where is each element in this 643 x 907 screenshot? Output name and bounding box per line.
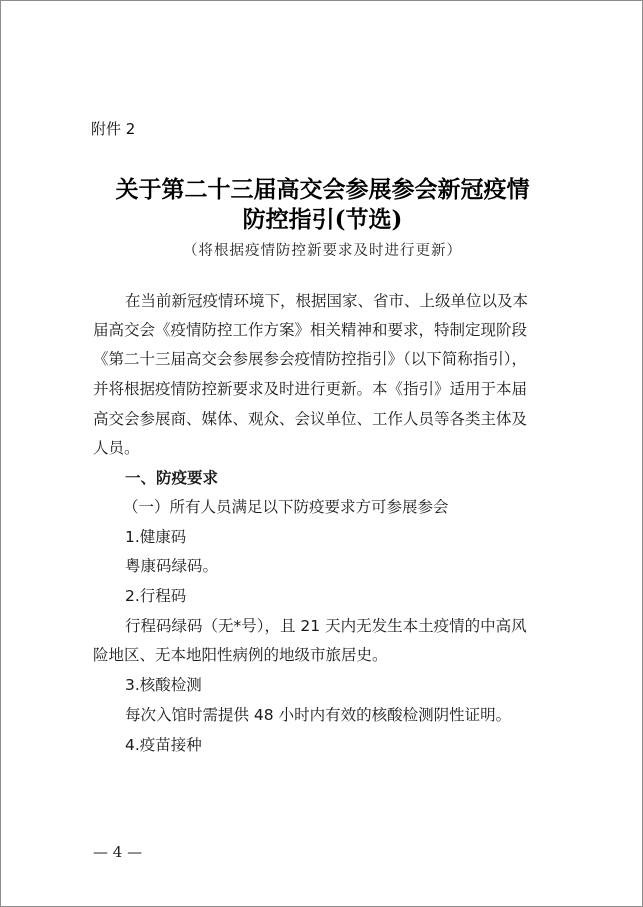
intro-line-3: 《第二十三届高交会参展参会疫情防控指引》（以下简称指引）， [93, 350, 528, 368]
intro-line-2: 届高交会《疫情防控工作方案》相关精神和要求，特制定现阶段 [93, 321, 528, 339]
document-subtitle: （将根据疫情防控新要求及时进行更新） [183, 243, 462, 259]
attachment-label: 附件 2 [91, 120, 136, 138]
document-title-line1: 关于第二十三届高交会参展参会新冠疫情 [115, 176, 530, 203]
item-1-title: 1.健康码 [125, 528, 187, 546]
section-heading: 一、防疫要求 [125, 469, 219, 487]
intro-line-1: 在当前新冠疫情环境下，根据国家、省市、上级单位以及本 [125, 292, 529, 310]
item-2-text-line2: 险地区、无本地阳性病例的地级市旅居史。 [93, 646, 388, 664]
item-1-text: 粤康码绿码。 [125, 557, 219, 575]
intro-line-4: 并将根据疫情防控新要求及时进行更新。本《指引》适用于本届 [93, 380, 528, 398]
item-3-title: 3.核酸检测 [125, 676, 202, 694]
intro-line-6: 人员。 [93, 439, 140, 457]
intro-line-5: 高交会参展商、媒体、观众、会议单位、工作人员等各类主体及 [93, 410, 528, 428]
subsection-heading: （一）所有人员满足以下防疫要求方可参展参会 [123, 498, 449, 516]
item-4-title: 4.疫苗接种 [125, 736, 202, 754]
document-title-line2: 防控指引(节选) [242, 206, 403, 233]
page-number: — 4 — [93, 843, 143, 861]
item-2-title: 2.行程码 [125, 587, 187, 605]
item-2-text-line1: 行程码绿码（无*号），且 21 天内无发生本土疫情的中高风 [125, 617, 527, 635]
item-3-text: 每次入馆时需提供 48 小时内有效的核酸检测阴性证明。 [125, 706, 512, 724]
